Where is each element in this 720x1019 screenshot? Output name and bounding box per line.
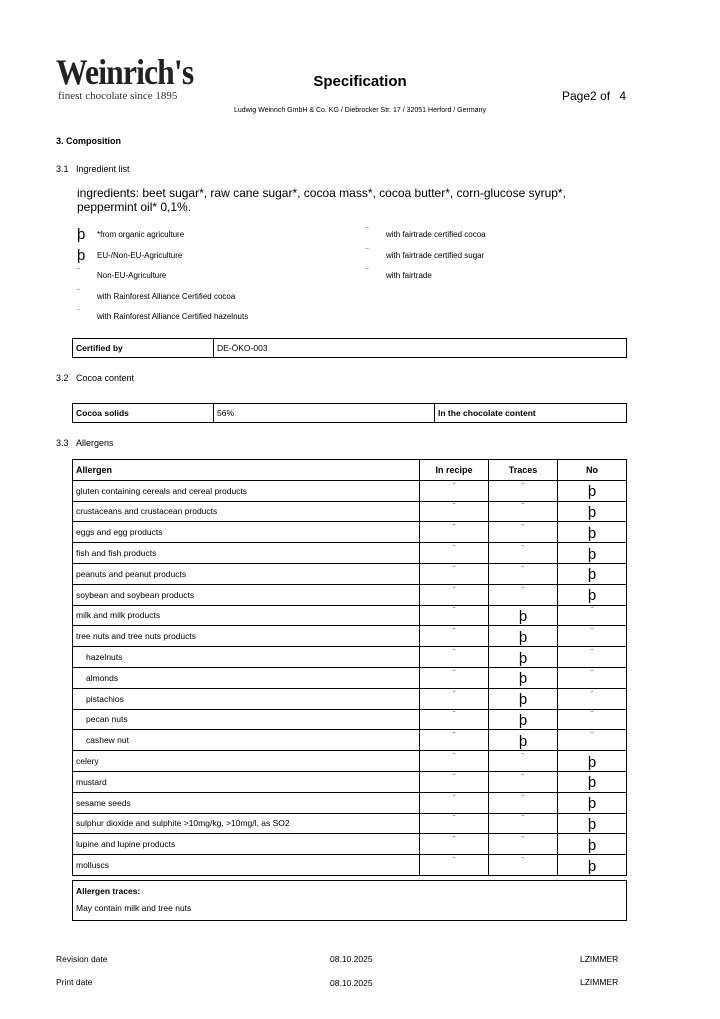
- allergens-heading: [56, 438, 114, 448]
- allergen-traces-cell: [489, 855, 558, 876]
- unchecked-mark-icon: ¨: [452, 835, 456, 845]
- allergen-row: [73, 522, 627, 543]
- allergen-name: molluscs: [73, 855, 420, 876]
- allergen-recipe-cell: [420, 563, 489, 584]
- allergen-traces-cell: [489, 480, 558, 501]
- allergen-recipe-cell: [420, 813, 489, 834]
- allergen-recipe-cell: [420, 667, 489, 688]
- allergen-traces-cell: [489, 751, 558, 772]
- allergen-no-cell: [558, 730, 627, 751]
- unchecked-mark-icon: ¨: [452, 689, 456, 699]
- allergen-name: sulphur dioxide and sulphite >10mg/kg, >10mg/l, as SO2: [73, 813, 420, 834]
- checked-mark-icon: þ: [518, 691, 528, 709]
- unchecked-mark-icon: ¨: [521, 585, 525, 595]
- allergen-no-cell: [558, 563, 627, 584]
- allergen-name: pecan nuts: [73, 709, 420, 730]
- allergen-recipe-cell: [420, 709, 489, 730]
- allergen-traces-cell: [489, 834, 558, 855]
- unchecked-mark-icon: ¨: [521, 814, 525, 824]
- print-date-label: Print date: [56, 977, 93, 987]
- col-no: No: [558, 460, 627, 481]
- allergen-recipe-cell: [420, 771, 489, 792]
- allergen-no-cell: [558, 813, 627, 834]
- subsection-number: 3.1: [56, 164, 69, 174]
- allergen-no-cell: [558, 626, 627, 647]
- cocoa-content-heading: [56, 373, 134, 383]
- unchecked-mark-icon: ¨: [452, 752, 456, 762]
- allergen-traces-cell: [489, 688, 558, 709]
- allergen-row: [73, 834, 627, 855]
- checked-mark-icon: þ: [77, 247, 86, 264]
- allergen-row: [73, 667, 627, 688]
- allergen-recipe-cell: [420, 584, 489, 605]
- checked-mark-icon: þ: [518, 711, 528, 729]
- unchecked-mark-icon: ¨: [452, 668, 456, 678]
- unchecked-mark-icon: ¨: [452, 502, 456, 512]
- allergen-recipe-cell: [420, 751, 489, 772]
- allergen-no-cell: [558, 584, 627, 605]
- allergen-name: fish and fish products: [73, 543, 420, 564]
- allergen-name: hazelnuts: [73, 647, 420, 668]
- allergen-no-cell: [558, 543, 627, 564]
- logo-tagline: finest chocolate since 1895: [58, 90, 178, 102]
- allergen-name: peanuts and peanut products: [73, 563, 420, 584]
- allergen-name: eggs and egg products: [73, 522, 420, 543]
- unchecked-mark-icon: ¨: [521, 835, 525, 845]
- legend-text: with fairtrade certified cocoa: [386, 230, 486, 239]
- allergen-row: [73, 480, 627, 501]
- legend-text: Non-EU-Agriculture: [97, 271, 167, 280]
- certified-by-value: DE-ÖKO-003: [214, 339, 627, 358]
- unchecked-mark-icon: ¨: [452, 731, 456, 741]
- legend-text: EU-/Non-EU-Agriculture: [97, 251, 183, 260]
- print-date-value: 08.10.2025: [330, 978, 373, 988]
- legend-text: with fairtrade: [386, 271, 432, 280]
- subsection-label: Cocoa content: [76, 373, 135, 383]
- unchecked-mark-icon: ¨: [521, 502, 525, 512]
- allergen-row: [73, 855, 627, 876]
- allergen-name: pistachios: [73, 688, 420, 709]
- unchecked-mark-icon: ¨: [521, 481, 525, 491]
- allergen-traces-cell: [489, 584, 558, 605]
- allergen-recipe-cell: [420, 792, 489, 813]
- unchecked-mark-icon: ¨: [590, 710, 594, 720]
- page-indicator: [562, 89, 626, 103]
- allergen-traces-cell: [489, 709, 558, 730]
- unchecked-mark-icon: ¨: [366, 226, 369, 235]
- checked-mark-icon: þ: [587, 836, 597, 854]
- allergen-row: [73, 792, 627, 813]
- checked-mark-icon: þ: [587, 753, 597, 771]
- allergen-no-cell: [558, 667, 627, 688]
- unchecked-mark-icon: ¨: [452, 523, 456, 533]
- allergen-row: [73, 771, 627, 792]
- allergen-traces-cell: [489, 501, 558, 522]
- page-number: 2: [590, 89, 597, 103]
- unchecked-mark-icon: ¨: [521, 856, 525, 866]
- checked-mark-icon: þ: [518, 649, 528, 667]
- checked-mark-icon: þ: [518, 607, 528, 625]
- legend-text: with fairtrade certified sugar: [386, 251, 485, 260]
- allergen-traces-cell: [489, 792, 558, 813]
- unchecked-mark-icon: ¨: [452, 606, 456, 616]
- allergen-no-cell: [558, 647, 627, 668]
- subsection-label: Ingredient list: [76, 164, 130, 174]
- unchecked-mark-icon: ¨: [590, 689, 594, 699]
- subsection-number: 3.3: [56, 438, 69, 448]
- unchecked-mark-icon: ¨: [366, 267, 369, 276]
- allergen-name: tree nuts and tree nuts products: [73, 626, 420, 647]
- page-of: of: [600, 89, 611, 103]
- unchecked-mark-icon: ¨: [452, 627, 456, 637]
- allergen-recipe-cell: [420, 522, 489, 543]
- allergen-row: [73, 813, 627, 834]
- allergen-recipe-cell: [420, 688, 489, 709]
- checked-mark-icon: þ: [587, 545, 597, 563]
- allergen-traces-cell: [489, 605, 558, 626]
- checked-mark-icon: þ: [587, 857, 597, 875]
- revision-date-value: 08.10.2025: [330, 954, 373, 964]
- revision-user: LZIMMER: [580, 954, 619, 964]
- allergen-traces-cell: [489, 667, 558, 688]
- allergen-traces-cell: [489, 543, 558, 564]
- allergen-traces-cell: [489, 771, 558, 792]
- ingredient-list-heading: [56, 164, 130, 174]
- certified-by-label: Certified by: [73, 339, 214, 358]
- legend-text: with Rainforest Alliance Certified hazelnuts: [97, 312, 249, 321]
- allergen-name: sesame seeds: [73, 792, 420, 813]
- unchecked-mark-icon: ¨: [590, 648, 594, 658]
- allergen-no-cell: [558, 709, 627, 730]
- checked-mark-icon: þ: [587, 795, 597, 813]
- page-label: Page: [562, 89, 591, 103]
- allergen-recipe-cell: [420, 543, 489, 564]
- unchecked-mark-icon: ¨: [521, 772, 525, 782]
- unchecked-mark-icon: ¨: [521, 793, 525, 803]
- subsection-number: 3.2: [56, 373, 69, 383]
- subsection-label: Allergens: [76, 438, 114, 448]
- company-address: Ludwig Weinrich GmbH & Co. KG / Diebrocker Str. 17 / 32051 Herford / Germany: [234, 107, 486, 114]
- unchecked-mark-icon: ¨: [452, 710, 456, 720]
- revision-date-label: Revision date: [56, 954, 108, 964]
- allergen-no-cell: [558, 688, 627, 709]
- allergen-name: mustard: [73, 771, 420, 792]
- allergen-recipe-cell: [420, 855, 489, 876]
- unchecked-mark-icon: ¨: [590, 731, 594, 741]
- unchecked-mark-icon: ¨: [590, 668, 594, 678]
- allergen-traces-cell: [489, 813, 558, 834]
- allergen-recipe-cell: [420, 626, 489, 647]
- unchecked-mark-icon: ¨: [590, 627, 594, 637]
- allergen-recipe-cell: [420, 730, 489, 751]
- allergen-table: [72, 459, 627, 876]
- checked-mark-icon: þ: [587, 815, 597, 833]
- allergen-no-cell: [558, 605, 627, 626]
- cocoa-solids-table: [72, 403, 627, 423]
- allergen-traces-cell: [489, 563, 558, 584]
- unchecked-mark-icon: ¨: [452, 772, 456, 782]
- unchecked-mark-icon: ¨: [521, 564, 525, 574]
- ingredients-text: ingredients: beet sugar*, raw cane sugar*, cocoa mass*, cocoa butter*, corn-glucose syrup*, peppermint oil* 0,1%.: [77, 186, 566, 214]
- allergen-no-cell: [558, 522, 627, 543]
- company-logo: [56, 52, 196, 102]
- page-total: 4: [619, 89, 627, 103]
- allergen-no-cell: [558, 834, 627, 855]
- allergen-row: [73, 688, 627, 709]
- allergen-no-cell: [558, 855, 627, 876]
- allergen-traces-box: [72, 880, 627, 921]
- allergen-no-cell: [558, 501, 627, 522]
- allergen-no-cell: [558, 771, 627, 792]
- unchecked-mark-icon: ¨: [452, 856, 456, 866]
- allergen-row: [73, 626, 627, 647]
- allergen-row: [73, 501, 627, 522]
- checked-mark-icon: þ: [587, 566, 597, 584]
- allergen-row: [73, 543, 627, 564]
- allergen-row: [73, 605, 627, 626]
- checked-mark-icon: þ: [587, 774, 597, 792]
- unchecked-mark-icon: ¨: [452, 564, 456, 574]
- allergen-traces-cell: [489, 647, 558, 668]
- allergen-no-cell: [558, 792, 627, 813]
- unchecked-mark-icon: ¨: [452, 481, 456, 491]
- unchecked-mark-icon: ¨: [452, 544, 456, 554]
- allergen-traces-cell: [489, 626, 558, 647]
- unchecked-mark-icon: ¨: [77, 267, 80, 276]
- checked-mark-icon: þ: [518, 670, 528, 688]
- unchecked-mark-icon: ¨: [452, 585, 456, 595]
- allergen-recipe-cell: [420, 834, 489, 855]
- print-user: LZIMMER: [580, 977, 619, 987]
- allergen-row: [73, 584, 627, 605]
- checked-mark-icon: þ: [587, 524, 597, 542]
- document-title: Specification: [313, 73, 407, 90]
- allergen-recipe-cell: [420, 647, 489, 668]
- unchecked-mark-icon: ¨: [521, 752, 525, 762]
- cocoa-solids-note: In the chocolate content: [435, 404, 627, 423]
- allergen-traces-label: Allergen traces:: [76, 886, 141, 896]
- allergen-row: [73, 751, 627, 772]
- unchecked-mark-icon: ¨: [452, 648, 456, 658]
- col-allergen: Allergen: [73, 460, 420, 481]
- allergen-row: [73, 563, 627, 584]
- allergen-recipe-cell: [420, 480, 489, 501]
- certified-by-table: [72, 338, 627, 358]
- unchecked-mark-icon: ¨: [366, 247, 369, 256]
- legend-text: *from organic agriculture: [97, 230, 185, 239]
- allergen-name: celery: [73, 751, 420, 772]
- allergen-no-cell: [558, 751, 627, 772]
- allergen-name: soybean and soybean products: [73, 584, 420, 605]
- unchecked-mark-icon: ¨: [521, 523, 525, 533]
- section-title: 3. Composition: [56, 136, 121, 146]
- unchecked-mark-icon: ¨: [77, 288, 80, 297]
- legend-text: with Rainforest Alliance Certified cocoa: [97, 292, 236, 301]
- cocoa-solids-value: 56%: [214, 404, 435, 423]
- cocoa-solids-label: Cocoa solids: [73, 404, 214, 423]
- allergen-no-cell: [558, 480, 627, 501]
- unchecked-mark-icon: ¨: [452, 793, 456, 803]
- checked-mark-icon: þ: [518, 628, 528, 646]
- allergen-name: gluten containing cereals and cereal products: [73, 480, 420, 501]
- allergen-name: almonds: [73, 667, 420, 688]
- allergen-row: [73, 647, 627, 668]
- unchecked-mark-icon: ¨: [77, 308, 80, 317]
- unchecked-mark-icon: ¨: [452, 814, 456, 824]
- allergen-table-header: [73, 460, 627, 481]
- checked-mark-icon: þ: [587, 503, 597, 521]
- allergen-traces-cell: [489, 730, 558, 751]
- allergen-row: [73, 730, 627, 751]
- allergen-traces-text: May contain milk and tree nuts: [76, 903, 192, 913]
- logo-wordmark: Weinrich's: [56, 52, 194, 92]
- allergen-name: milk and milk products: [73, 605, 420, 626]
- col-in-recipe: In recipe: [420, 460, 489, 481]
- checked-mark-icon: þ: [587, 587, 597, 605]
- col-traces: Traces: [489, 460, 558, 481]
- allergen-row: [73, 709, 627, 730]
- allergen-recipe-cell: [420, 605, 489, 626]
- checked-mark-icon: þ: [587, 483, 597, 501]
- allergen-recipe-cell: [420, 501, 489, 522]
- unchecked-mark-icon: ¨: [590, 606, 594, 616]
- unchecked-mark-icon: ¨: [521, 544, 525, 554]
- allergen-name: crustaceans and crustacean products: [73, 501, 420, 522]
- allergen-name: cashew nut: [73, 730, 420, 751]
- allergen-name: lupine and lupine products: [73, 834, 420, 855]
- checked-mark-icon: þ: [77, 226, 86, 243]
- checked-mark-icon: þ: [518, 732, 528, 750]
- allergen-traces-cell: [489, 522, 558, 543]
